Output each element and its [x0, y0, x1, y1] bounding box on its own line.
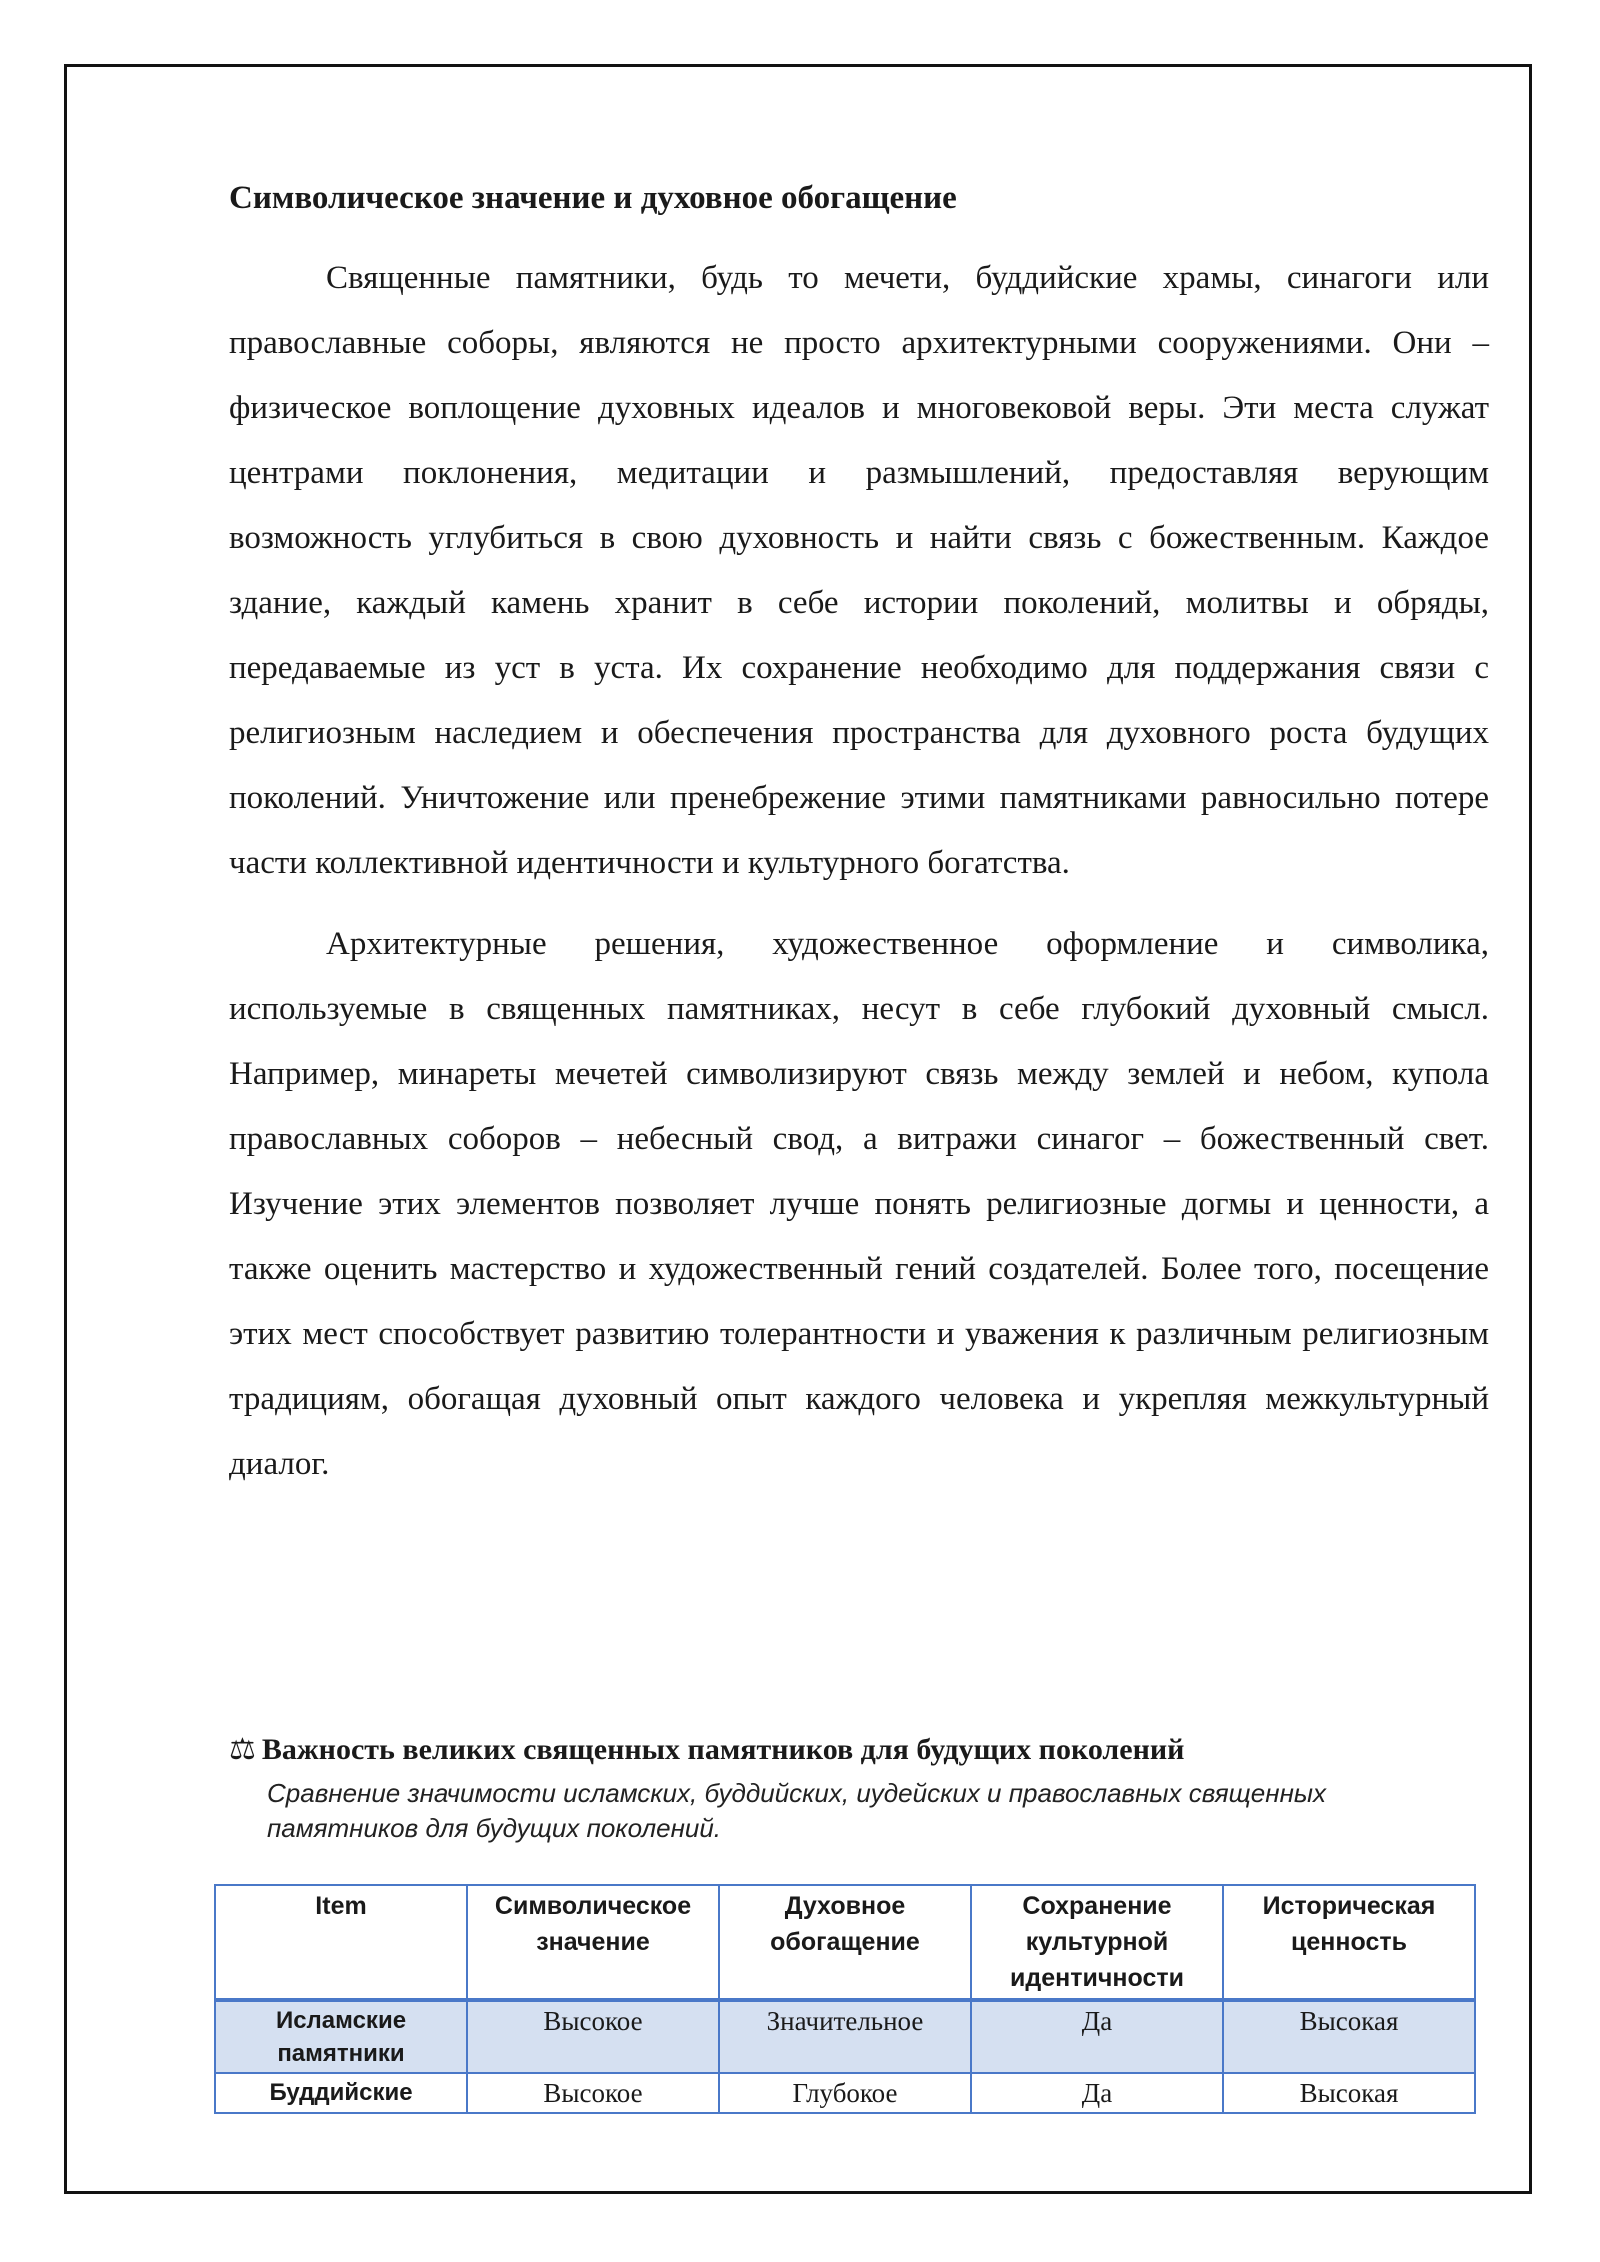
paragraph-2: Архитектурные решения, художественное оформление и символика, используемые в священных памятниках, несут в себе глубокий духовный смысл. Например, минареты мечетей символизируют связь между землей и небом, купола православных соборов – небесный свод, а витражи синагог – божественный свет. Изучение этих элементов позволяет лучше понять религиозные догмы и ценности, а также оценить мастерство и художественный гений создателей. Более того, посещение этих мест способствует развитию толерантности и уважения к различным религиозным традициям, обогащая духовный опыт каждого человека и укрепляя межкультурный диалог. [229, 926, 1489, 1482]
table-cell: Да [971, 2073, 1223, 2113]
table-cell: Высокое [467, 2000, 719, 2073]
table-header-row [215, 1885, 1475, 2000]
table-cell: Да [971, 2000, 1223, 2073]
paragraph-1: Священные памятники, будь то мечети, буддийские храмы, синагоги или православные соборы, являются не просто архитектурными сооружениями. Они – физическое воплощение духовных идеалов и многовековой веры. Эти места служат центрами поклонения, медитации и размышлений, предоставляя верующим возможность углубиться в свою духовность и найти связь с божественным. Каждое здание, каждый камень хранит в себе истории поколений, молитвы и обряды, передаваемые из уст в уста. Их сохранение необходимо для поддержания связи с религиозным наследием и обеспечения пространства для духовного роста будущих поколений. Уничтожение или пренебрежение этими памятниками равносильно потере части коллективной идентичности и культурного богатства. [229, 260, 1489, 881]
section-heading: Символическое значение и духовное обогащение [229, 180, 957, 216]
table-cell: Высокое [467, 2073, 719, 2113]
table-caption: Сравнение значимости исламских, буддийских, иудейских и православных священных памятников для будущих поколений. [267, 1778, 1327, 1843]
table-title-text: Важность великих священных памятников для будущих поколений [261, 1733, 1185, 1766]
table-section [229, 1728, 1499, 2108]
table-title [229, 1728, 1499, 1772]
column-header: Историческая ценность [1223, 1885, 1475, 2000]
table-cell: Высокая [1223, 2073, 1475, 2113]
row-label: Исламские памятники [215, 2000, 467, 2073]
row-label: Буддийские [215, 2073, 467, 2113]
scale-icon: ⚖ [229, 1732, 256, 1767]
column-header: Item [215, 1885, 467, 2000]
table-cell: Высокая [1223, 2000, 1475, 2073]
column-header: Символическое значение [467, 1885, 719, 2000]
comparison-table [214, 1884, 1476, 2114]
table-row [215, 2000, 1475, 2073]
table-cell: Значительное [719, 2000, 971, 2073]
column-header: Сохранение культурной идентичности [971, 1885, 1223, 2000]
column-header: Духовное обогащение [719, 1885, 971, 2000]
document-body [229, 170, 1489, 1513]
table-row [215, 2073, 1475, 2113]
table-cell: Глубокое [719, 2073, 971, 2113]
